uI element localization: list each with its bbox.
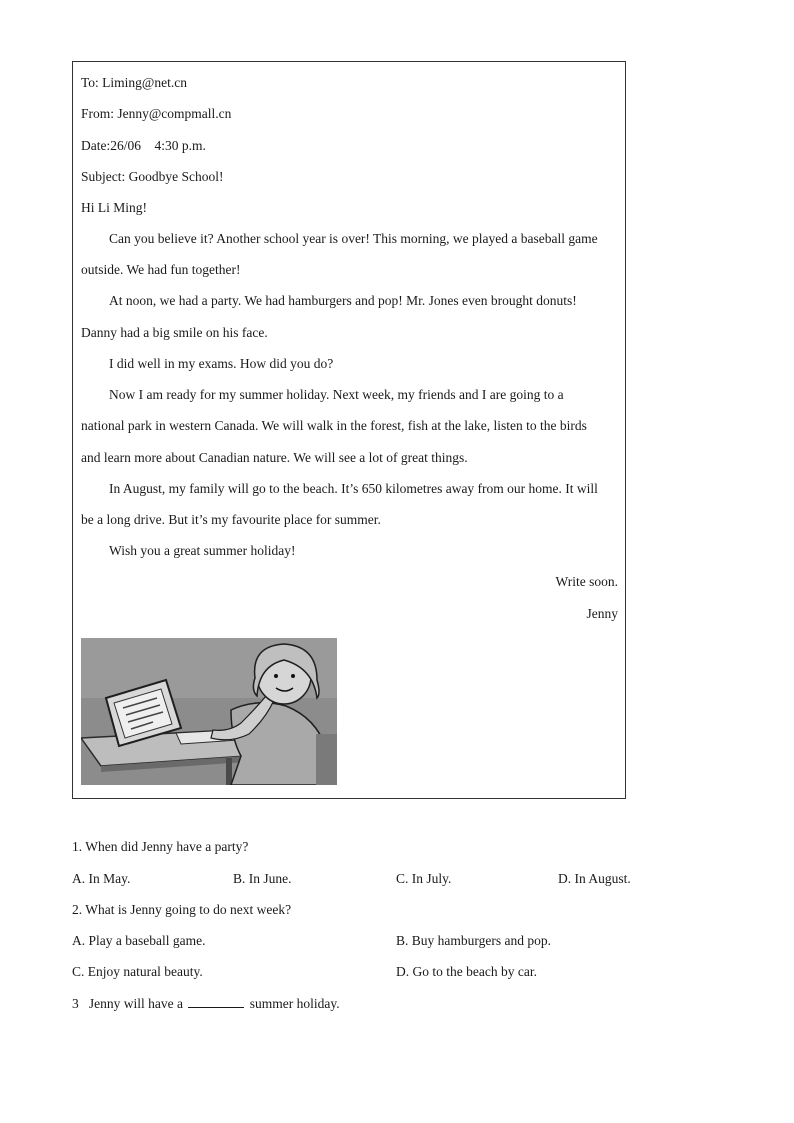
- email-signature: Jenny: [586, 606, 618, 621]
- option-1b: B. In June.: [233, 871, 292, 886]
- option-2b: B. Buy hamburgers and pop.: [396, 933, 551, 948]
- question-3-stem-before: 3 Jenny will have a: [72, 996, 183, 1011]
- email-closing: Write soon.: [555, 574, 618, 589]
- question-1: 1. When did Jenny have a party?: [72, 839, 249, 854]
- body-line: Wish you a great summer holiday!: [109, 543, 296, 558]
- body-line: Can you believe it? Another school year is over! This morning, we played a baseball game: [109, 231, 598, 246]
- email-greeting: Hi Li Ming!: [81, 200, 147, 215]
- girl-at-computer-illustration: [81, 638, 337, 785]
- body-line: At noon, we had a party. We had hamburgers and pop! Mr. Jones even brought donuts!: [109, 293, 577, 308]
- body-line: national park in western Canada. We will walk in the forest, fish at the lake, listen to the birds: [81, 418, 587, 433]
- email-subject: Subject: Goodbye School!: [81, 169, 224, 184]
- question-3: [72, 994, 340, 1013]
- body-line: and learn more about Canadian nature. We will see a lot of great things.: [81, 450, 468, 465]
- body-line: Now I am ready for my summer holiday. Next week, my friends and I are going to a: [109, 387, 564, 402]
- option-1a: A. In May.: [72, 871, 131, 886]
- option-2a: A. Play a baseball game.: [72, 933, 206, 948]
- email-date: Date:26/06 4:30 p.m.: [81, 138, 206, 153]
- body-line: In August, my family will go to the beach. It’s 650 kilometres away from our home. It will: [109, 481, 598, 496]
- email-from: From: Jenny@compmall.cn: [81, 106, 232, 121]
- email-box: [72, 61, 626, 799]
- body-line: outside. We had fun together!: [81, 262, 241, 277]
- option-2d: D. Go to the beach by car.: [396, 964, 537, 979]
- option-1d: D. In August.: [558, 871, 631, 886]
- answer-blank: [188, 994, 244, 1008]
- question-2: 2. What is Jenny going to do next week?: [72, 902, 292, 917]
- option-2c: C. Enjoy natural beauty.: [72, 964, 203, 979]
- option-1c: C. In July.: [396, 871, 452, 886]
- email-to: To: Liming@net.cn: [81, 75, 187, 90]
- body-line: I did well in my exams. How did you do?: [109, 356, 334, 371]
- body-line: be a long drive. But it’s my favourite place for summer.: [81, 512, 381, 527]
- body-line: Danny had a big smile on his face.: [81, 325, 268, 340]
- question-3-stem-after: summer holiday.: [249, 996, 340, 1011]
